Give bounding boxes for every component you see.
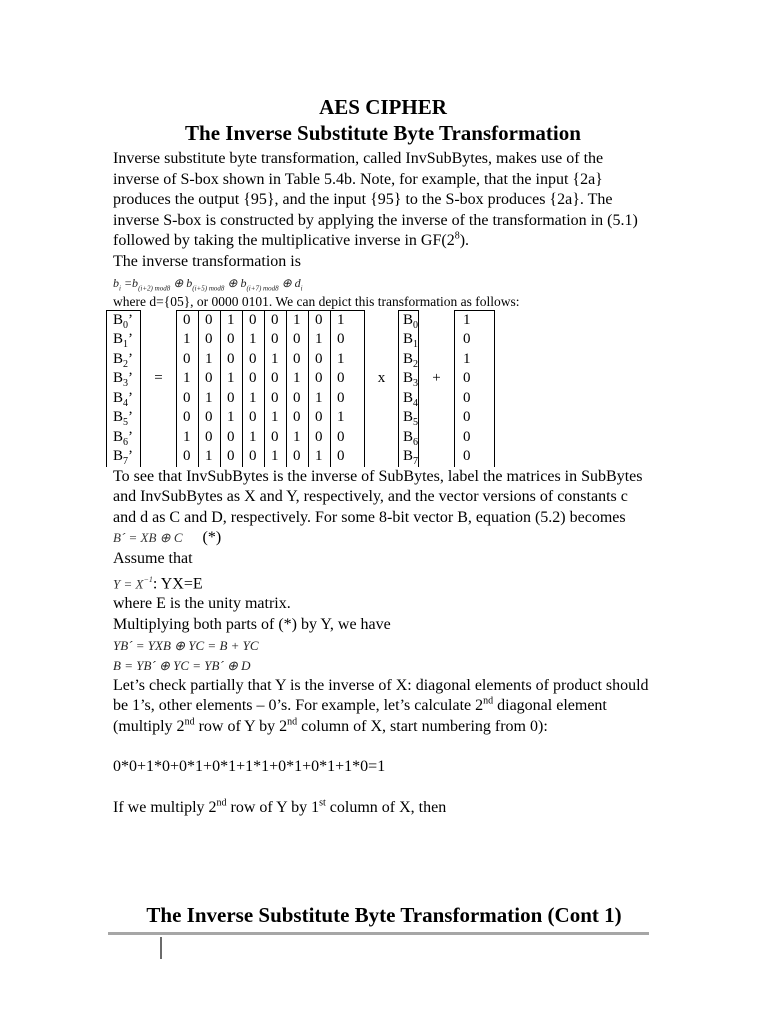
rhs-cell <box>399 408 419 428</box>
matrix-cell: 1 <box>265 408 287 428</box>
matrix-row <box>107 389 561 409</box>
equals-cell <box>141 447 177 467</box>
multiply-text-3: column of X, then <box>325 799 447 817</box>
check-text-1: Let’s check partially that Y is the inverse of X: diagonal elements of product should be 1’s, other elements – 0’s. For example, let’s calculate 2 <box>113 676 649 715</box>
matrix-cell: 0 <box>199 369 221 389</box>
plus-cell <box>419 428 455 448</box>
matrix-cell: 0 <box>309 350 331 370</box>
rhs-base: B <box>403 350 414 367</box>
matrix-cell: 1 <box>309 330 331 350</box>
matrix-cell: 1 <box>243 389 265 409</box>
formula-op2: ⊕ b <box>224 275 247 290</box>
multiply-sup-2: st <box>319 797 326 809</box>
lhs-sub: 1 <box>123 339 129 351</box>
equation-b: B = YB´ ⊕ YC = YB´ ⊕ D <box>113 657 251 673</box>
matrix-cell: 1 <box>287 428 309 448</box>
rhs-cell <box>399 447 419 467</box>
rhs-base: B <box>403 389 414 406</box>
matrix-cell: 1 <box>287 369 309 389</box>
vector-cell: 0 <box>455 389 495 409</box>
lhs-cell <box>107 330 141 350</box>
matrix-cell: 1 <box>309 389 331 409</box>
matrix-cell: 0 <box>177 389 199 409</box>
plus-cell <box>419 330 455 350</box>
unity-line: where E is the unity matrix. <box>113 595 291 613</box>
vertical-bar <box>160 937 162 959</box>
matrix-row <box>107 447 561 467</box>
lhs-base: B <box>113 350 124 367</box>
lhs-cell <box>107 369 141 389</box>
intro-paragraph <box>113 149 653 252</box>
intro-sup: 8 <box>454 231 460 243</box>
matrix-cell: 0 <box>309 408 331 428</box>
matrix-cell: 1 <box>331 408 365 428</box>
lhs-cell <box>107 310 141 330</box>
vector-cell: 0 <box>455 369 495 389</box>
lhs-base: B <box>113 389 124 406</box>
inverse-sup: −1 <box>143 574 153 584</box>
plus-cell <box>419 447 455 467</box>
check-sup-3: nd <box>287 716 298 728</box>
equals-cell <box>141 389 177 409</box>
matrix-cell: 0 <box>265 330 287 350</box>
matrix-cell: 0 <box>331 330 365 350</box>
rhs-sub: 2 <box>413 358 419 370</box>
matrix-cell: 1 <box>221 408 243 428</box>
matrix-cell: 1 <box>331 310 365 330</box>
equation-star-label: (*) <box>202 529 222 547</box>
lhs-sub: 4 <box>123 397 129 409</box>
intro-end: ). <box>459 232 470 250</box>
lhs-base: B <box>113 448 124 465</box>
explanation-paragraph: To see that InvSubBytes is the inverse of SubBytes, label the matrices in SubBytes and InvSubBytes as X and Y, respectively, and the vector versions of constants c and d as C and D, respectively. For some 8-bit vector B, equation (5.2) becomes <box>113 467 643 526</box>
inverse-formula: Y = X <box>113 575 144 591</box>
rhs-base: B <box>403 448 414 465</box>
matrix-cell: 1 <box>221 310 243 330</box>
matrix-row <box>107 310 561 330</box>
vector-cell: 0 <box>455 428 495 448</box>
lhs-cell <box>107 408 141 428</box>
matrix-cell: 0 <box>221 350 243 370</box>
matrix-row <box>107 369 561 389</box>
lhs-prime: ’ <box>128 370 134 387</box>
matrix-cell: 0 <box>287 389 309 409</box>
formula-sub3: (i+7) mod8 <box>246 283 279 292</box>
rhs-cell <box>399 310 419 330</box>
multiply-text-1: If we multiply 2 <box>113 799 217 817</box>
matrix-cell: 1 <box>177 428 199 448</box>
matrix-cell: 1 <box>199 350 221 370</box>
matrix-cell: 0 <box>265 428 287 448</box>
plus-cell <box>419 310 455 330</box>
matrix-cell: 1 <box>331 350 365 370</box>
rhs-cell <box>399 350 419 370</box>
matrix-row <box>107 330 561 350</box>
rhs-sub: 1 <box>413 339 419 351</box>
matrix-cell: 0 <box>331 369 365 389</box>
calculation-line: 0*0+1*0+0*1+0*1+1*1+0*1+0*1+1*0=1 <box>113 758 386 776</box>
equals-cell <box>141 408 177 428</box>
formula-d: ⊕ d <box>278 275 301 290</box>
matrix-cell: 1 <box>199 389 221 409</box>
multiply-sup-1: nd <box>216 797 227 809</box>
matrix-row <box>107 408 561 428</box>
lhs-sub: 3 <box>123 378 129 390</box>
rhs-cell <box>399 428 419 448</box>
multiplying-line: Multiplying both parts of (*) by Y, we have <box>113 616 391 634</box>
matrix-cell: 0 <box>331 389 365 409</box>
plus-cell <box>419 350 455 370</box>
lhs-cell <box>107 428 141 448</box>
rhs-sub: 5 <box>413 417 419 429</box>
lhs-sub: 7 <box>123 456 129 468</box>
rhs-cell <box>399 369 419 389</box>
matrix-cell: 0 <box>287 330 309 350</box>
multiply-line <box>113 798 653 819</box>
matrix-cell: 0 <box>309 428 331 448</box>
check-sup-2: nd <box>184 716 195 728</box>
equals-cell <box>141 428 177 448</box>
lhs-base: B <box>113 428 124 445</box>
matrix-cell: 1 <box>287 310 309 330</box>
times-cell <box>365 310 399 330</box>
matrix-cell: 1 <box>243 428 265 448</box>
lhs-cell <box>107 447 141 467</box>
times-cell <box>365 350 399 370</box>
rhs-sub: 7 <box>413 456 419 468</box>
lhs-prime: ’ <box>128 311 134 328</box>
equation-star-formula: B´ = XB ⊕ C <box>113 530 183 546</box>
divider-line <box>108 932 649 935</box>
matrix-cell: 0 <box>265 369 287 389</box>
times-cell <box>365 389 399 409</box>
matrix-cell: 1 <box>243 330 265 350</box>
formula-sub1: (i+2) mod8 <box>138 283 171 292</box>
matrix-cell: 1 <box>265 447 287 467</box>
assume-line: Assume that <box>113 549 193 567</box>
document-page <box>113 95 653 819</box>
matrix-cell: 0 <box>221 389 243 409</box>
matrix-cell: 0 <box>221 447 243 467</box>
page-title: AES CIPHER <box>319 95 447 119</box>
vector-cell: 1 <box>455 310 495 330</box>
matrix-cell: 0 <box>287 350 309 370</box>
equals-cell <box>141 330 177 350</box>
equals-cell <box>141 310 177 330</box>
lhs-prime: ’ <box>128 350 134 367</box>
matrix-cell: 0 <box>177 408 199 428</box>
lhs-sub: 0 <box>123 319 129 331</box>
lhs-base: B <box>113 409 124 426</box>
rhs-sub: 3 <box>413 378 419 390</box>
lhs-prime: ’ <box>128 331 134 348</box>
plus-cell <box>419 408 455 428</box>
rhs-sub: 6 <box>413 436 419 448</box>
vector-cell: 0 <box>455 447 495 467</box>
rhs-base: B <box>403 311 414 328</box>
rhs-base: B <box>403 370 414 387</box>
matrix-cell: 0 <box>177 310 199 330</box>
matrix-cell: 0 <box>199 310 221 330</box>
matrix-cell: 0 <box>243 408 265 428</box>
matrix-cell: 1 <box>309 447 331 467</box>
check-text-4: column of X, start numbering from 0): <box>297 717 548 735</box>
vector-cell: 0 <box>455 330 495 350</box>
times-cell <box>365 408 399 428</box>
matrix-cell: 0 <box>221 330 243 350</box>
matrix-cell: 1 <box>177 330 199 350</box>
matrix-cell: 0 <box>199 408 221 428</box>
lhs-cell <box>107 389 141 409</box>
check-paragraph <box>113 676 653 738</box>
rhs-sub: 0 <box>413 319 419 331</box>
lhs-base: B <box>113 311 124 328</box>
formula-sub2: (i+5) mod8 <box>192 283 225 292</box>
lhs-prime: ’ <box>128 389 134 406</box>
matrix-cell: 1 <box>177 369 199 389</box>
equation-star <box>113 528 653 549</box>
section-title: The Inverse Substitute Byte Transformation <box>185 121 581 145</box>
next-section-title: The Inverse Substitute Byte Transformation (Cont 1) <box>146 903 622 927</box>
matrix-cell: 1 <box>199 447 221 467</box>
equals-cell: = <box>141 369 177 389</box>
check-text-3: row of Y by 2 <box>194 717 288 735</box>
matrix-cell: 0 <box>199 330 221 350</box>
multiply-text-2: row of Y by 1 <box>226 799 320 817</box>
plus-cell: + <box>432 370 441 387</box>
lhs-sub: 5 <box>123 417 129 429</box>
matrix-cell: 0 <box>243 350 265 370</box>
check-text-2: diagonal element (multiply 2 <box>113 697 607 735</box>
equals-cell <box>141 350 177 370</box>
inverse-definition <box>113 570 653 595</box>
times-cell <box>365 447 399 467</box>
matrix-cell: 0 <box>331 447 365 467</box>
inverse-transform-formula <box>113 273 653 293</box>
matrix-cell: 0 <box>221 428 243 448</box>
lhs-cell <box>107 350 141 370</box>
rhs-base: B <box>403 409 414 426</box>
rhs-cell <box>399 389 419 409</box>
matrix-cell: 0 <box>243 369 265 389</box>
lhs-sub: 6 <box>123 436 129 448</box>
lhs-prime: ’ <box>128 428 134 445</box>
vector-cell: 1 <box>455 350 495 370</box>
matrix-cell: 0 <box>265 310 287 330</box>
times-cell <box>365 330 399 350</box>
formula-d-i: i <box>300 283 303 292</box>
rhs-base: B <box>403 331 414 348</box>
matrix-cell: 1 <box>221 369 243 389</box>
matrix-cell: 1 <box>265 350 287 370</box>
matrix-cell: 0 <box>177 350 199 370</box>
formula-op1: ⊕ b <box>170 275 193 290</box>
matrix-cell: 0 <box>199 428 221 448</box>
rhs-base: B <box>403 428 414 445</box>
matrix-cell: 0 <box>287 408 309 428</box>
matrix-row <box>107 428 561 448</box>
times-cell <box>365 428 399 448</box>
formula-eq: =b <box>120 275 139 290</box>
lhs-prime: ’ <box>128 409 134 426</box>
matrix-cell: 0 <box>243 310 265 330</box>
rhs-cell <box>399 330 419 350</box>
matrix-cell: 0 <box>177 447 199 467</box>
where-line: where d={05}, or 0000 0101. We can depict this transformation as follows: <box>113 293 520 309</box>
matrix-cell: 0 <box>309 369 331 389</box>
rhs-sub: 4 <box>413 397 419 409</box>
check-sup-1: nd <box>483 695 494 707</box>
transformation-matrix-table <box>106 310 561 467</box>
intro-text: Inverse substitute byte transformation, called InvSubBytes, makes use of the inverse of S-box shown in Table 5.4b. Note, for example, that the input {2a} produces the output {95}, and the input {95} to the S-box produces {2a}. The inverse S-box is constructed by applying the inverse of the transformation in (5.1) followed by taking the multiplicative inverse in GF(2 <box>113 150 638 250</box>
inverse-tail: : YX=E <box>152 574 203 592</box>
matrix-cell: 0 <box>265 389 287 409</box>
lhs-prime: ’ <box>128 448 134 465</box>
matrix-cell: 0 <box>331 428 365 448</box>
transform-intro: The inverse transformation is <box>113 252 301 270</box>
equation-a: YB´ = YXB ⊕ YC = B + YC <box>113 637 259 653</box>
lhs-base: B <box>113 331 124 348</box>
lhs-base: B <box>113 370 124 387</box>
vector-cell: 0 <box>455 408 495 428</box>
formula-b: b <box>113 275 119 290</box>
matrix-row <box>107 350 561 370</box>
times-cell: x <box>377 370 386 387</box>
lhs-sub: 2 <box>123 358 129 370</box>
matrix-cell: 0 <box>287 447 309 467</box>
formula-i: i <box>119 283 121 292</box>
plus-cell <box>419 389 455 409</box>
matrix-cell: 0 <box>243 447 265 467</box>
matrix-cell: 0 <box>309 310 331 330</box>
